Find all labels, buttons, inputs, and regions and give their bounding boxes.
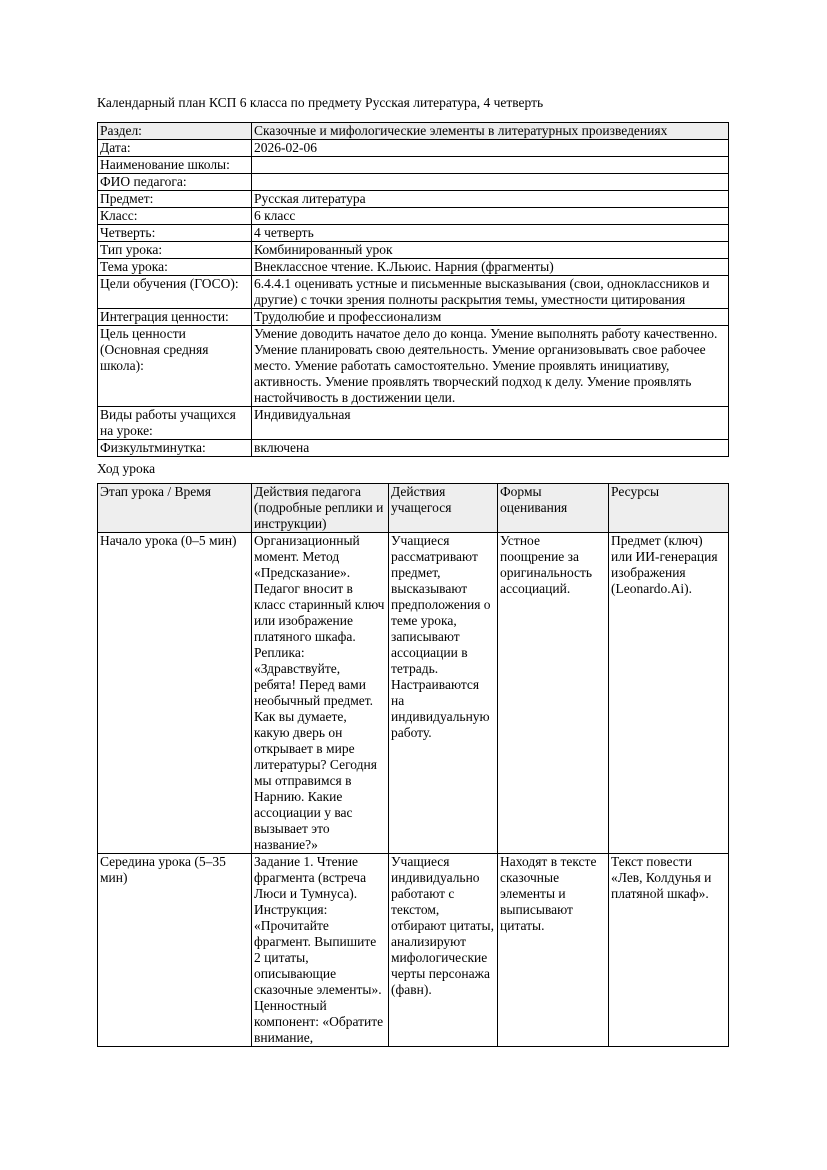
info-label: Тип урока: xyxy=(98,242,252,259)
info-value: Внеклассное чтение. К.Льюис. Нарния (фрагменты) xyxy=(252,259,729,276)
info-value: Сказочные и мифологические элементы в литературных произведениях xyxy=(252,123,729,140)
info-label: Наименование школы: xyxy=(98,157,252,174)
column-header-assessment: Формы оценивания xyxy=(498,484,609,533)
info-row-values-integration xyxy=(98,309,729,326)
info-label: Класс: xyxy=(98,208,252,225)
info-label: Интеграция ценности: xyxy=(98,309,252,326)
info-value xyxy=(252,174,729,191)
info-row-work-types xyxy=(98,407,729,440)
info-row-lesson-topic xyxy=(98,259,729,276)
info-value: Русская литература xyxy=(252,191,729,208)
cell-teacher-actions: Задание 1. Чтение фрагмента (встреча Люси и Тумнуса). Инструкция: «Прочитайте фрагмент. Выпишите 2 цитаты, описывающие сказочные элементы». Ценностный компонент: «Обратите внимание, xyxy=(252,854,389,1047)
info-label: Четверть: xyxy=(98,225,252,242)
info-row-values-goal xyxy=(98,326,729,407)
info-value: Трудолюбие и профессионализм xyxy=(252,309,729,326)
info-label: Тема урока: xyxy=(98,259,252,276)
column-header-student-actions: Действия учащегося xyxy=(389,484,498,533)
info-row-quarter xyxy=(98,225,729,242)
info-label: ФИО педагога: xyxy=(98,174,252,191)
section-heading: Ход урока xyxy=(97,461,156,476)
info-label: Цель ценности (Основная средняя школа): xyxy=(98,326,252,407)
info-row-subject xyxy=(98,191,729,208)
document-title: Календарный план КСП 6 класса по предмету Русская литература, 4 четверть xyxy=(97,95,544,110)
cell-assessment: Находят в тексте сказочные элементы и выписывают цитаты. xyxy=(498,854,609,1047)
lesson-info-table xyxy=(97,122,729,457)
cell-resources: Текст повести «Лев, Колдунья и платяной шкаф». xyxy=(609,854,729,1047)
info-value: Умение доводить начатое дело до конца. Умение выполнять работу качественно. Умение планировать свою деятельность. Умение организовывать свое рабочее место. Умение работать самостоятельно. Умение проявлять инициативу, активность. Умение проявлять творческий подход к делу. Умение проявлять настойчивость в достижении цели. xyxy=(252,326,729,407)
info-value: включена xyxy=(252,440,729,457)
lesson-row-start xyxy=(98,533,729,854)
column-header-stage: Этап урока / Время xyxy=(98,484,252,533)
column-header-teacher-actions: Действия педагога (подробные реплики и инструкции) xyxy=(252,484,389,533)
column-header-resources: Ресурсы xyxy=(609,484,729,533)
info-value: 6 класс xyxy=(252,208,729,225)
info-value: Индивидуальная xyxy=(252,407,729,440)
info-label: Предмет: xyxy=(98,191,252,208)
lesson-table-header-row xyxy=(98,484,729,533)
cell-teacher-actions: Организационный момент. Метод «Предсказание». Педагог вносит в класс старинный ключ или изображение платяного шкафа. Реплика: «Здравствуйте, ребята! Перед вами необычный предмет. Как вы думаете, какую дверь он открывает в мире литературы? Сегодня мы отправимся в Нарнию. Какие ассоциации у вас вызывает это название?» xyxy=(252,533,389,854)
info-row-teacher-name xyxy=(98,174,729,191)
document-content xyxy=(97,95,728,1047)
info-row-phys-minute xyxy=(98,440,729,457)
info-row-class xyxy=(98,208,729,225)
info-label: Дата: xyxy=(98,140,252,157)
info-label: Раздел: xyxy=(98,123,252,140)
cell-student-actions: Учащиеся индивидуально работают с текстом, отбирают цитаты, анализируют мифологические черты персонажа (фавн). xyxy=(389,854,498,1047)
info-value: 4 четверть xyxy=(252,225,729,242)
info-label: Физкультминутка: xyxy=(98,440,252,457)
lesson-flow-table xyxy=(97,483,729,1047)
cell-student-actions: Учащиеся рассматривают предмет, высказывают предположения о теме урока, записывают ассоциации в тетрадь. Настраиваются на индивидуальную работу. xyxy=(389,533,498,854)
cell-resources: Предмет (ключ) или ИИ-генерация изображения (Leonardo.Ai). xyxy=(609,533,729,854)
info-label: Виды работы учащихся на уроке: xyxy=(98,407,252,440)
cell-assessment: Устное поощрение за оригинальность ассоциаций. xyxy=(498,533,609,854)
info-row-data xyxy=(98,140,729,157)
info-row-lesson-type xyxy=(98,242,729,259)
cell-stage: Середина урока (5–35 мин) xyxy=(98,854,252,1047)
info-value: 6.4.4.1 оценивать устные и письменные высказывания (свои, одноклассников и другие) с точки зрения полноты раскрытия темы, уместности цитирования xyxy=(252,276,729,309)
info-value: 2026-02-06 xyxy=(252,140,729,157)
info-label: Цели обучения (ГОСО): xyxy=(98,276,252,309)
cell-stage: Начало урока (0–5 мин) xyxy=(98,533,252,854)
info-value: Комбинированный урок xyxy=(252,242,729,259)
info-value xyxy=(252,157,729,174)
info-row-razdel xyxy=(98,123,729,140)
lesson-row-middle xyxy=(98,854,729,1047)
info-row-school xyxy=(98,157,729,174)
info-row-goals xyxy=(98,276,729,309)
